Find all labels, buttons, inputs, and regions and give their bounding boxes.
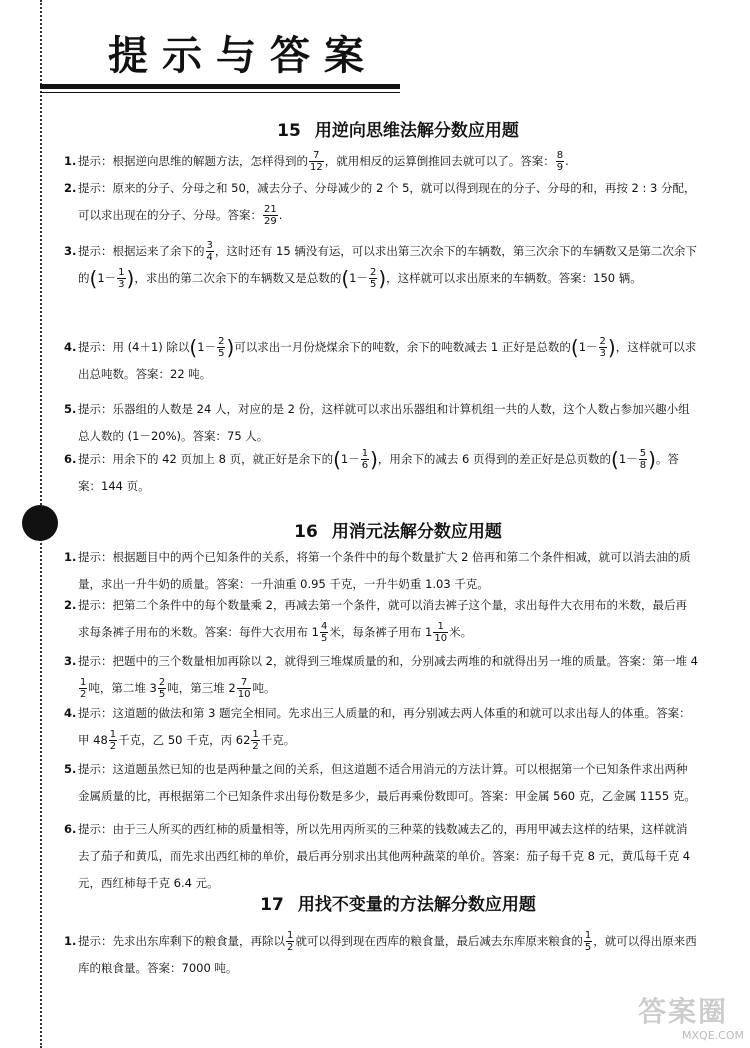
item-text: ，这时还有 15 辆没有运，可以求出第三次余下的车辆数，第三次余下的车辆数又是第二次余下的 [78, 244, 697, 285]
fraction: $\frac{2}{3}$ [599, 336, 606, 359]
watermark-url: MXQE.COM [682, 1029, 744, 1042]
item-text: ，求出的第二次余下的车辆数又是总数的 [134, 271, 342, 285]
item-text: 千克，乙 50 千克，丙 62 [118, 733, 251, 747]
title-underline-thin [40, 92, 400, 93]
item-text: ，就可以得出原来西库的粮食量。答案：7000 吨。 [78, 934, 697, 975]
fraction: $\frac{7}{10}$ [237, 677, 251, 700]
item-text: 可以求出一月份烧煤余下的吨数，余下的吨数减去 1 正好是总数的 [234, 340, 571, 354]
fraction: $\frac{4}{5}$ [320, 621, 328, 644]
watermark-logo: 答案圈 [637, 995, 728, 1028]
item-text: ，这样就可以求出原来的车辆数。答案：150 辆。 [386, 271, 642, 285]
item-text: ，用余下的减去 6 页得到的差正好是总页数的 [377, 452, 612, 466]
item-text: 提示：乐器组的人数是 24 人，对应的是 2 份，这样就可以求出乐器组和计算机组一共的人数，这个人数占参加兴趣小组总人数的 (1－20%)。答案：75 人。 [78, 402, 690, 443]
item-number: 2. [64, 181, 77, 195]
item-text: 提示：根据题目中的两个已知条件的关系，将第一个条件中的每个数量扩大 2 倍再和第二个条件相减，就可以消去油的质量，求出一升牛奶的质量。答案：一升油重 0.95 千克，一升牛奶重 1.03 千克。 [78, 550, 691, 591]
item-text: 提示：用 (4＋1) 除以 [78, 340, 190, 354]
answer-item [64, 816, 698, 897]
item-text: 提示：把题中的三个数量相加再除以 2，就得到三堆煤质量的和，分别减去两堆的和就得出另一堆的质量。答案：第一堆 4 [78, 654, 698, 668]
fraction: $\frac{3}{4}$ [206, 240, 213, 263]
item-number: 6. [64, 452, 77, 466]
item-text: 提示：先求出东库剩下的粮食量，再除以 [78, 934, 285, 948]
fraction: $\frac{5}{8}$ [639, 448, 647, 471]
item-text: 提示：这道题虽然已知的也是两种量之间的关系，但这道题不适合用消元的方法计算。可以根据第一个已知条件求出两种金属质量的比，再根据第二个已知条件求出每份数是多少，最后再乘份数即可。答案：甲金属 560 克，乙金属 1155 克。 [78, 762, 696, 803]
item-text: ，就用相反的运算倒推回去就可以了。答案： [324, 154, 555, 168]
section-number: 17 [260, 895, 284, 915]
fraction: $\frac{1}{3}$ [118, 267, 125, 290]
item-text: 提示：由于三人所买的西红柿的质量相等，所以先用丙所买的三种菜的钱数减去乙的，再用甲减去这样的结果，这样就消去了茄子和黄瓜，而先求出西红柿的单价，最后再分别求出其他两种蔬菜的单价。答案：茄子每千克 8 元，黄瓜每千克 4 元，西红柿每千克 6.4 元。 [78, 822, 691, 890]
section-heading-17 [68, 890, 728, 915]
item-text: 提示：这道题的做法和第 3 题完全相同。先求出三人质量的和，再分别减去两人体重的和就可以求出每人的体重。答案：甲 48 [78, 706, 691, 747]
answer-item: 4. 提示：这道题的做法和第 3 题完全相同。先求出三人质量的和，再分别减去两人体重的和就可以求出每人的体重。答案：甲 48 $\frac{1}{2}$ 千克，乙 50 千克，丙 62 $\frac{1}{2}$ 千克。 [78, 700, 698, 754]
section-title: 用找不变量的方法解分数应用题 [297, 895, 536, 915]
answer-item: 1. 提示：根据逆向思维的解题方法，怎样得到的 $\frac{7}{12}$ ，就用相反的运算倒推回去就可以了。答案： $\frac{8}{9}$ . [64, 150, 569, 173]
fraction: $\frac{1}{6}$ [361, 448, 369, 471]
item-number: 4. [64, 706, 77, 720]
fraction: $\frac{21}{29}$ [264, 204, 277, 227]
item-text: 提示：根据逆向思维的解题方法，怎样得到的 [78, 154, 308, 168]
item-text: 提示：原来的分子、分母之和 50，减去分子、分母减少的 2 个 5，就可以得到现在的分子、分母的和，再按 2 : 3 分配，可以求出现在的分子、分母。答案： [78, 181, 696, 222]
item-text: 提示：把第二个条件中的每个数量乘 2，再减去第一个条件，就可以消去裤子这个量，求出每件大衣用布的米数，最后再求每条裤子用布的米数。答案：每件大衣用布 1 [78, 598, 687, 639]
item-text: 提示：用余下的 42 页加上 8 页，就正好是余下的 [78, 452, 334, 466]
section-number: 15 [277, 121, 301, 141]
item-text: 吨，第三堆 2 [167, 681, 236, 695]
item-text: ，这样就可以求出总吨数。答案：22 吨。 [78, 340, 697, 381]
fraction: $\frac{2}{5}$ [218, 336, 225, 359]
section-heading-15 [68, 116, 728, 141]
fraction: $\frac{1}{2}$ [252, 729, 259, 752]
item-number: 1. [64, 550, 77, 564]
fraction: $\frac{2}{5}$ [369, 267, 377, 290]
item-text: 提示：根据运来了余下的 [78, 244, 205, 258]
item-number: 3. [64, 654, 77, 668]
fraction: $\frac{1}{2}$ [109, 729, 117, 752]
item-number: 5. [64, 402, 77, 416]
answer-item [64, 396, 698, 450]
item-text: 。答案：144 页。 [78, 452, 679, 493]
answer-item: 3. 提示：把题中的三个数量相加再除以 2，就得到三堆煤质量的和，分别减去两堆的和就得出另一堆的质量。答案：第一堆 4 $\frac{1}{2}$ 吨，第二堆 3 $\frac{2}{5}$ 吨，第三堆 2 $\frac{7}{10}$ 吨。 [78, 648, 698, 702]
answer-item: 3. 提示：根据运来了余下的 $\frac{3}{4}$ ，这时还有 15 辆没有运，可以求出第三次余下的车辆数，第三次余下的车辆数又是第二次余下的(1－ $\frac{1}{3}$ )，求出的第二次余下的车辆数又是总数的(1－ $\frac{2}{5}$ )，这样就可以求出原来的车辆数。答案：150 辆。 [64, 240, 697, 291]
fraction: $\frac{8}{9}$ [556, 150, 564, 173]
page-title: 提示与答案 [108, 32, 378, 79]
answer-item [64, 544, 698, 598]
section-heading-16 [68, 517, 728, 542]
answer-item [64, 928, 698, 982]
answer-item: 6. 提示：用余下的 42 页加上 8 页，就正好是余下的(1－ $\frac{1}{6}$ )，用余下的减去 6 页得到的差正好是总页数的(1－ $\frac{5}{8}$ )。答案：144 页。 [64, 447, 679, 493]
item-number: 2. [64, 598, 77, 612]
section-title: 用消元法解分数应用题 [331, 522, 502, 542]
item-number: 4. [64, 340, 77, 354]
title-underline [40, 84, 400, 89]
item-number: 1. [64, 154, 77, 168]
fraction: $\frac{1}{5}$ [584, 930, 592, 953]
item-number: 3. [64, 244, 77, 258]
item-text: 就可以得到现在西库的粮食量，最后减去东库原来粮食的 [295, 934, 583, 948]
item-number: 6. [64, 822, 77, 836]
answer-item: 2. 提示：把第二个条件中的每个数量乘 2，再减去第一个条件，就可以消去裤子这个量，求出每件大衣用布的米数，最后再求每条裤子用布的米数。答案：每件大衣用布 1 $\frac{4}{5}$ 米，每条裤子用布 1 $\frac{1}{10}$ 米。 [78, 592, 698, 646]
fraction: $\frac{1}{2}$ [287, 930, 294, 953]
section-number: 16 [294, 522, 318, 542]
item-number: 5. [64, 762, 77, 776]
fraction: $\frac{1}{10}$ [434, 621, 448, 644]
punch-hole [22, 505, 58, 541]
answer-item: 2. 提示：原来的分子、分母之和 50，减去分子、分母减少的 2 个 5，就可以得到现在的分子、分母的和，再按 2 : 3 分配，可以求出现在的分子、分母。答案： $\frac{21}{29}$ . [78, 175, 698, 229]
answer-item [64, 756, 698, 810]
item-text: 米，每条裤子用布 1 [329, 625, 433, 639]
fraction: $\frac{7}{12}$ [310, 150, 323, 173]
section-title: 用逆向思维法解分数应用题 [314, 121, 519, 141]
fraction: $\frac{1}{2}$ [80, 677, 87, 700]
fraction: $\frac{2}{5}$ [158, 677, 166, 700]
answer-item: 4. 提示：用 (4＋1) 除以(1－ $\frac{2}{5}$ )可以求出一月份烧煤余下的吨数，余下的吨数减去 1 正好是总数的(1－ $\frac{2}{3}$ )，这样就可以求出总吨数。答案：22 吨。 [64, 335, 697, 381]
item-number: 1. [64, 934, 77, 948]
item-text: 吨，第二堆 3 [88, 681, 157, 695]
